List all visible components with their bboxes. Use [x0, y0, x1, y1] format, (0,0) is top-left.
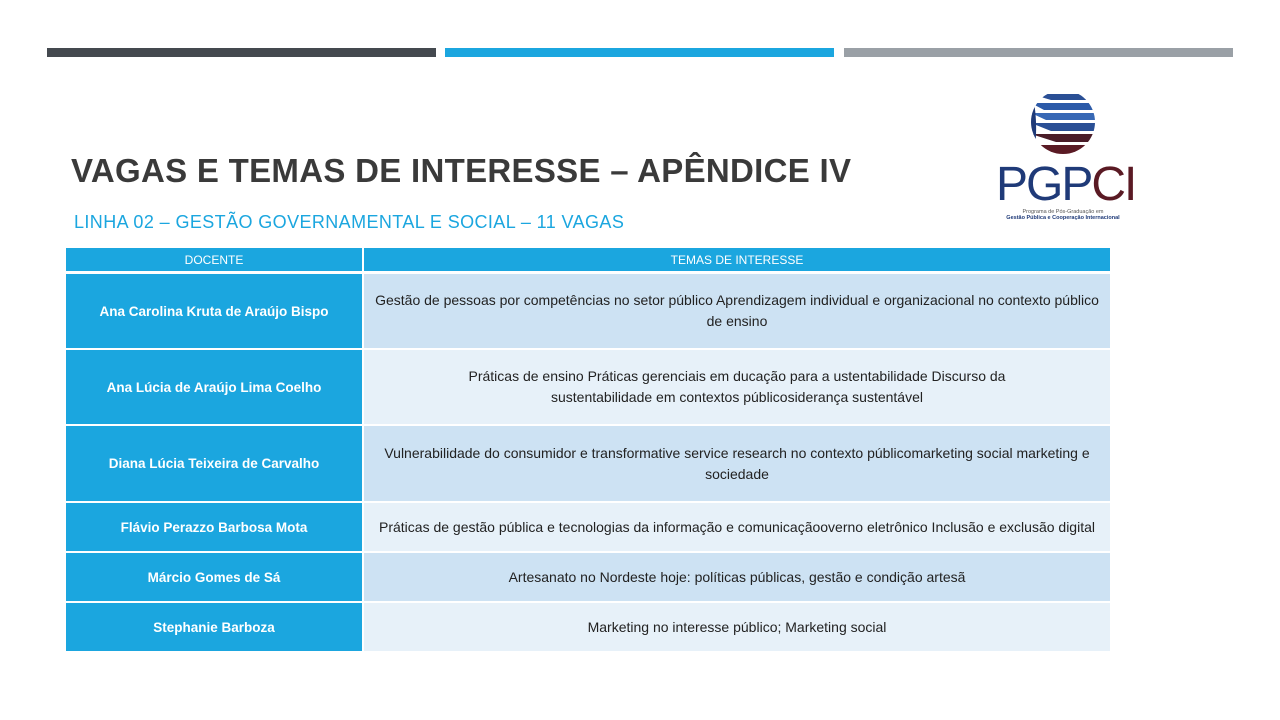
pgpci-logo — [996, 88, 1136, 224]
logo-wordmark: PGPCI — [996, 158, 1136, 211]
temas-cell: Marketing no interesse público; Marketing social — [364, 603, 1110, 653]
table-row — [66, 274, 1110, 350]
docente-cell: Diana Lúcia Teixeira de Carvalho — [66, 426, 364, 503]
table-row — [66, 503, 1110, 553]
table-row — [66, 350, 1110, 426]
docente-cell: Flávio Perazzo Barbosa Mota — [66, 503, 364, 553]
docente-cell: Ana Carolina Kruta de Araújo Bispo — [66, 274, 364, 350]
temas-cell: Práticas de gestão pública e tecnologias da informação e comunicaçãooverno eletrônico Inclusão e exclusão digital — [364, 503, 1110, 553]
temas-cell: Práticas de ensino Práticas gerenciais em ducação para a ustentabilidade Discurso da sustentabilidade em contextos públicosiderança sustentável — [364, 350, 1110, 426]
table-row — [66, 553, 1110, 603]
header-temas: TEMAS DE INTERESSE — [364, 248, 1110, 274]
decor-bar-dark — [47, 48, 436, 57]
globe-icon — [996, 88, 1130, 160]
temas-cell: Artesanato no Nordeste hoje: políticas públicas, gestão e condição artesã — [364, 553, 1110, 603]
header-docente: DOCENTE — [66, 248, 364, 274]
docente-cell: Stephanie Barboza — [66, 603, 364, 653]
page-subtitle: LINHA 02 – GESTÃO GOVERNAMENTAL E SOCIAL – 11 VAGAS — [74, 212, 625, 232]
table-row — [66, 426, 1110, 503]
decor-bar-gray — [844, 48, 1233, 57]
docente-cell: Ana Lúcia de Araújo Lima Coelho — [66, 350, 364, 426]
vagas-table — [66, 248, 1110, 653]
logo-tagline: Programa de Pós-Graduação em Gestão Pública e Cooperação Internacional — [1006, 209, 1120, 221]
table-header-row — [66, 248, 1110, 274]
temas-cell: Vulnerabilidade do consumidor e transformative service research no contexto públicomarketing social marketing e sociedade — [364, 426, 1110, 503]
page-title: VAGAS E TEMAS DE INTERESSE – APÊNDICE IV — [71, 152, 852, 189]
table-row — [66, 603, 1110, 653]
docente-cell: Márcio Gomes de Sá — [66, 553, 364, 603]
temas-cell: Gestão de pessoas por competências no setor público Aprendizagem individual e organizacional no contexto público de ensino — [364, 274, 1110, 350]
decor-bar-blue — [445, 48, 834, 57]
